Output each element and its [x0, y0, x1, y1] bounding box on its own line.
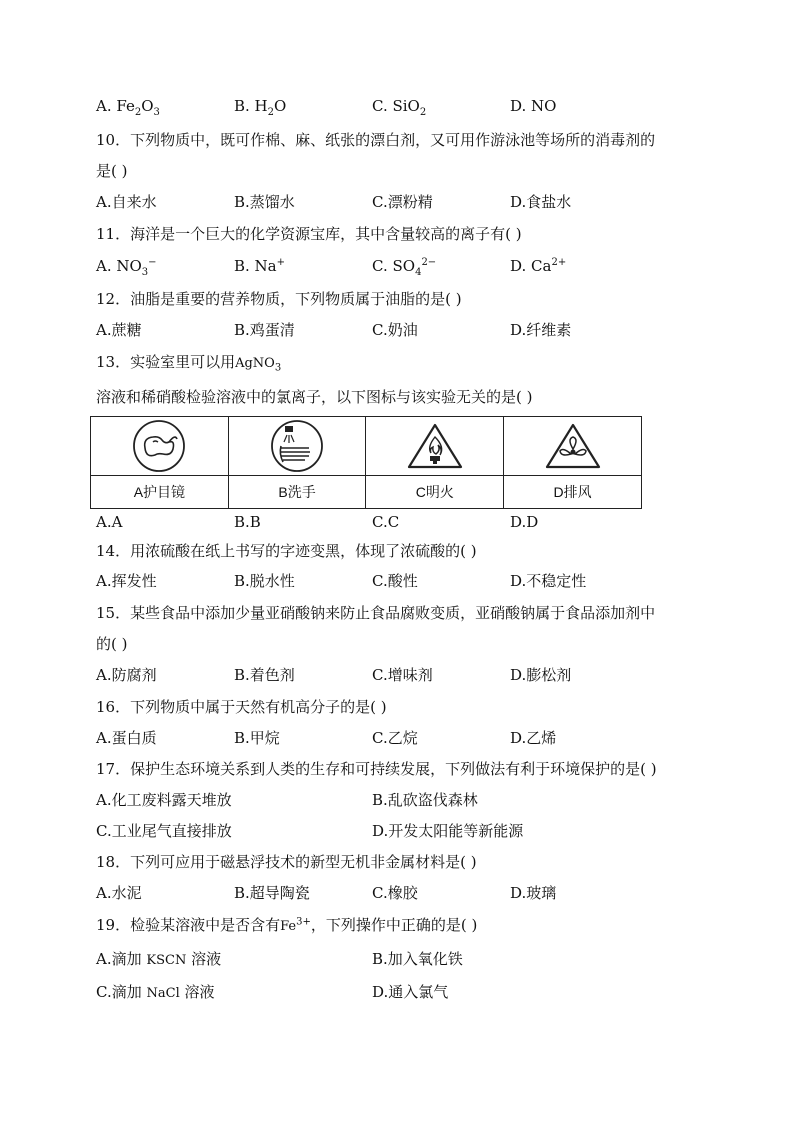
q11-option-a: A. $NO_3^-$	[96, 257, 157, 278]
q17-options-row1	[96, 790, 716, 810]
icon-cell-goggles	[91, 417, 229, 476]
q16-option-b: B.甲烷	[234, 729, 280, 747]
q11-option-d: D. $Ca^{2+}$	[510, 257, 567, 275]
q14-stem: 14．用浓硫酸在纸上书写的字迹变黑，体现了浓硫酸的( )	[96, 542, 477, 560]
hand-wash-icon	[269, 418, 325, 474]
q10-options	[96, 192, 716, 212]
q13-option-d: D.D	[510, 513, 539, 531]
goggles-icon	[131, 418, 187, 474]
q18-stem: 18．下列可应用于磁悬浮技术的新型无机非金属材料是( )	[96, 853, 477, 871]
q19-options-row1	[96, 949, 716, 969]
q17-stem: 17．保护生态环境关系到人类的生存和可持续发展，下列做法有利于环境保护的是( )	[96, 760, 657, 778]
q12-options	[96, 320, 716, 340]
icon-cell-exhaust-fan	[504, 417, 642, 476]
q16-option-c: C.乙烷	[372, 729, 418, 747]
q18-option-c: C.橡胶	[372, 884, 418, 902]
q17-option-a: A.化工废料露天堆放	[96, 791, 232, 809]
q9-option-a: A. $Fe_2O_3$	[96, 97, 160, 118]
q16-options	[96, 728, 716, 748]
q10-option-c: C.漂粉精	[372, 193, 433, 211]
q19-option-a: A.滴加 KSCN 溶液	[96, 950, 222, 968]
q13-stem-line2: 溶液和稀硝酸检验溶液中的氯离子，以下图标与该实验无关的是( )	[96, 388, 533, 406]
q19-stem: 19．检验某溶液中是否含有$Fe^{3+}$，下列操作中正确的是( )	[96, 916, 478, 934]
q18-option-d: D.玻璃	[510, 884, 557, 902]
q10-option-d: D.食盐水	[510, 193, 572, 211]
icon-cell-hand-wash	[228, 417, 366, 476]
q12-stem: 12．油脂是重要的营养物质，下列物质属于油脂的是( )	[96, 290, 462, 308]
q10-option-b: B.蒸馏水	[234, 193, 295, 211]
q14-option-c: C.酸性	[372, 572, 418, 590]
q18-options	[96, 883, 716, 903]
safety-icon-table	[90, 416, 642, 509]
q16-option-a: A.蛋白质	[96, 729, 157, 747]
q11-stem: 11．海洋是一个巨大的化学资源宝库，其中含量较高的离子有( )	[96, 225, 522, 243]
q15-option-b: B.着色剂	[234, 666, 295, 684]
q9-option-b: B. $H_2O$	[234, 97, 287, 118]
q15-stem-line2: 的( )	[96, 635, 128, 653]
q9-option-d: D. NO	[510, 97, 557, 115]
q18-option-a: A.水泥	[96, 884, 142, 902]
q14-option-b: B.脱水性	[234, 572, 295, 590]
q15-stem-line1: 15．某些食品中添加少量亚硝酸钠来防止食品腐败变质，亚硝酸钠属于食品添加剂中	[96, 604, 656, 622]
q13-option-c: C.C	[372, 513, 400, 531]
q13-options	[96, 512, 716, 532]
q9-options	[96, 96, 716, 116]
caption-open-flame: C明火	[366, 476, 504, 509]
q12-option-b: B.鸡蛋清	[234, 321, 295, 339]
q13-stem-line1: 13．实验室里可以用AgNO$_3$	[96, 353, 282, 374]
q19-options-row2	[96, 982, 716, 1002]
q16-option-d: D.乙烯	[510, 729, 557, 747]
q17-options-row2	[96, 821, 716, 841]
q13-option-a: A.A	[96, 513, 123, 531]
q12-option-c: C.奶油	[372, 321, 418, 339]
q14-option-d: D.不稳定性	[510, 572, 587, 590]
icon-cell-open-flame	[366, 417, 504, 476]
q13-option-b: B.B	[234, 513, 261, 531]
q18-option-b: B.超导陶瓷	[234, 884, 310, 902]
q17-option-b: B.乱砍盗伐森林	[372, 791, 478, 809]
q17-option-d: D.开发太阳能等新能源	[372, 822, 524, 840]
q15-option-c: C.增味剂	[372, 666, 433, 684]
exhaust-fan-icon	[543, 421, 603, 471]
q10-stem-line1: 10．下列物质中，既可作棉、麻、纸张的漂白剂，又可用作游泳池等场所的消毒剂的	[96, 131, 656, 149]
q11-option-b: B. Na+	[234, 257, 286, 275]
q14-option-a: A.挥发性	[96, 572, 157, 590]
caption-exhaust-fan: D排风	[504, 476, 642, 509]
q19-option-c: C.滴加 NaCl 溶液	[96, 983, 215, 1001]
open-flame-icon	[405, 421, 465, 471]
q17-option-c: C.工业尾气直接排放	[96, 822, 232, 840]
q15-option-d: D.膨松剂	[510, 666, 572, 684]
q15-option-a: A.防腐剂	[96, 666, 157, 684]
caption-goggles: A护目镜	[91, 476, 229, 509]
q15-options	[96, 665, 716, 685]
caption-hand-wash: B洗手	[228, 476, 366, 509]
q11-option-c: C. $SO_4^{2-}$	[372, 257, 437, 278]
q16-stem: 16．下列物质中属于天然有机高分子的是( )	[96, 698, 387, 716]
q9-option-c: C. SiO$_2$	[372, 97, 427, 118]
q19-option-b: B.加入氧化铁	[372, 950, 463, 968]
q12-option-d: D.纤维素	[510, 321, 572, 339]
q12-option-a: A.蔗糖	[96, 321, 142, 339]
q10-stem-line2: 是( )	[96, 162, 128, 180]
q19-option-d: D.通入氯气	[372, 983, 449, 1001]
q10-option-a: A.自来水	[96, 193, 157, 211]
q14-options	[96, 571, 716, 591]
q11-options	[96, 256, 716, 276]
